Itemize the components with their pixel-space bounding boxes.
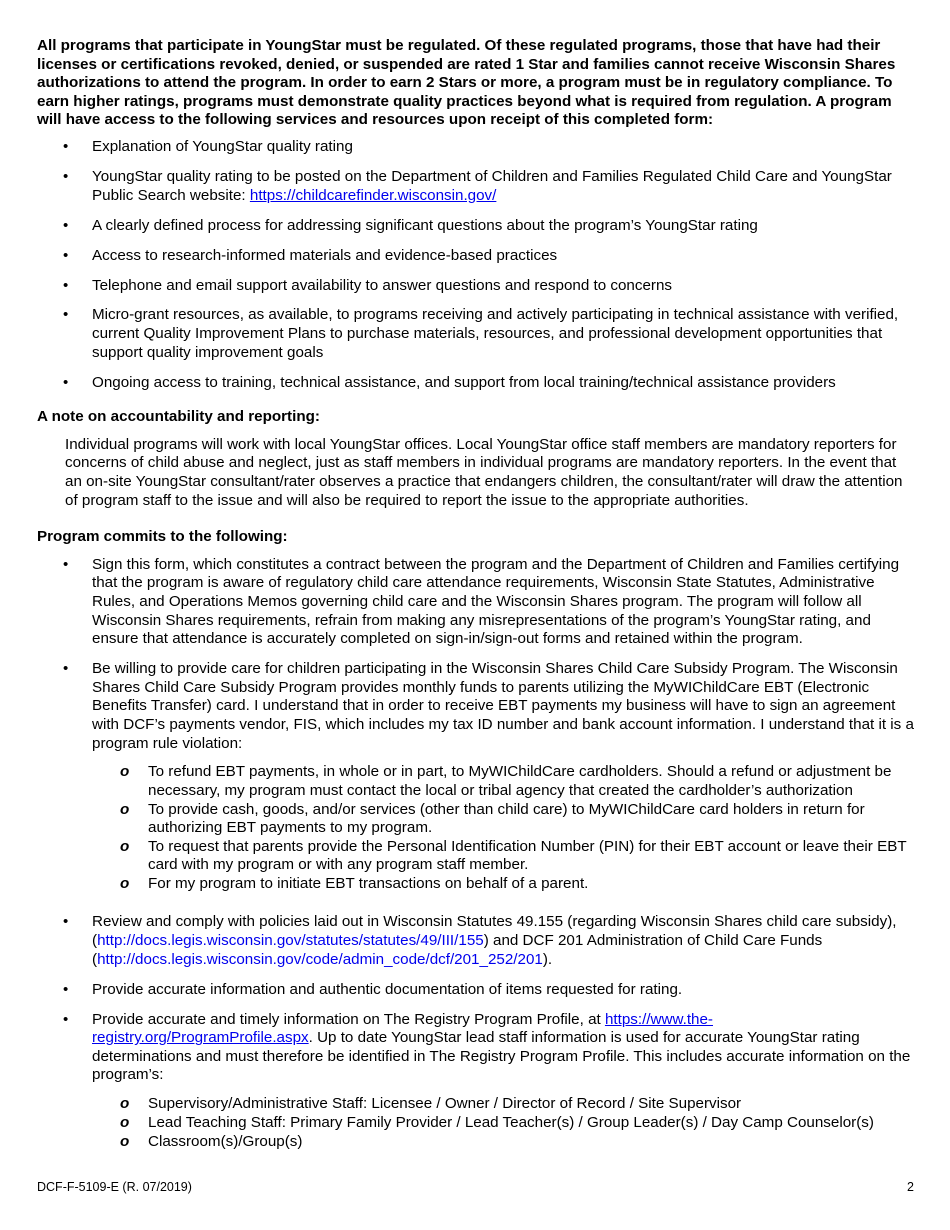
list-item-text: Provide accurate and timely information on The Registry Program Profile, at	[92, 1010, 605, 1028]
list-item	[37, 1011, 917, 1152]
intro-paragraph: All programs that participate in YoungStar must be regulated. Of these regulated programs, those that have had their licenses or certifications revoked, denied, or suspended are rated 1 Star and families cannot receive Wisconsin Shares authorizations to attend the program. In order to earn 2 Stars or more, a program must be in regulatory compliance. To earn higher ratings, programs must demonstrate quality practices beyond what is required from regulation. A program will have access to the following services and resources upon receipt of this completed form:	[37, 37, 896, 129]
commits-list	[37, 556, 917, 1151]
list-item: • Telephone and email support availability to answer questions and respond to concerns	[37, 277, 917, 296]
page-number: 2	[907, 1180, 914, 1194]
list-item: • Micro-grant resources, as available, to programs receiving and actively participating in technical assistance with verified, current Quality Improvement Plans to purchase materials, resources, and professional development opportunities that support quality improvement goals	[37, 306, 917, 362]
sub-list-item: o Lead Teaching Staff: Primary Family Provider / Lead Teacher(s) / Group Leader(s) / Day Camp Counselor(s)	[92, 1114, 917, 1133]
sub-list-item: o Classroom(s)/Group(s)	[92, 1133, 917, 1152]
commits-heading: Program commits to the following:	[37, 528, 288, 546]
list-item-text: YoungStar quality rating to be posted on the Department of Children and Families Regulated Child Care and YoungStar Public Search website:	[92, 167, 892, 204]
list-item-text: . Up to date YoungStar lead staff information is used for accurate YoungStar rating determinations and must therefore be identified in The Registry Program Profile. This includes accurate information on the program’s:	[92, 1029, 911, 1084]
sub-list-item: o To provide cash, goods, and/or services (other than child care) to MyWIChildCare card holders in return for authorizing EBT payments to my program.	[92, 801, 917, 838]
ebt-violations-list	[92, 763, 917, 894]
services-list	[37, 138, 917, 392]
list-item	[37, 660, 917, 902]
list-item-text: Be willing to provide care for children participating in the Wisconsin Shares Child Care Subsidy Program. The Wisconsin Shares Child Care Subsidy Program provides monthly funds to parents utilizing the MyWIChildCare EBT (Electronic Benefits Transfer) card. I understand that in order to receive EBT payments my business will have to sign an agreement with DCF’s payments vendor, FIS, which includes my tax ID number and bank account information. I understand that it is a program rule violation:	[92, 660, 914, 752]
list-item-text: ).	[542, 950, 553, 968]
list-item	[37, 913, 917, 969]
registry-profile-link[interactable]: https://www.the-registry.org/ProgramProfile.aspx	[92, 1010, 713, 1047]
page-footer	[37, 1178, 914, 1197]
list-item: • Explanation of YoungStar quality rating	[37, 138, 917, 157]
accountability-heading: A note on accountability and reporting:	[37, 408, 320, 426]
sub-list-item: o To refund EBT payments, in whole or in part, to MyWIChildCare cardholders. Should a refund or adjustment be necessary, my program must contact the local or tribal agency that created the cardholder’s authorization	[92, 763, 917, 800]
admin-code-link[interactable]: http://docs.legis.wisconsin.gov/code/admin_code/dcf/201_252/201	[97, 950, 543, 968]
document-page	[37, 37, 917, 1163]
registry-info-list	[92, 1095, 917, 1151]
accountability-paragraph: Individual programs will work with local YoungStar offices. Local YoungStar office staff members are mandatory reporters for concerns of child abuse and neglect, just as staff members in individual programs are mandatory reporters. In the event that an on-site YoungStar consultant/rater observes a practice that endangers children, the consultant/rater will draw the attention of program staff to the issue and will also be required to report the issue to the appropriate authorities.	[65, 435, 903, 509]
childcarefinder-link[interactable]: https://childcarefinder.wisconsin.gov/	[249, 186, 497, 204]
form-id: DCF-F-5109-E (R. 07/2019)	[37, 1180, 192, 1194]
list-item: • Access to research-informed materials and evidence-based practices	[37, 247, 917, 266]
list-item: • Sign this form, which constitutes a contract between the program and the Department of Children and Families certifying that the program is aware of regulatory child care attendance requirements, Wisconsin State Statutes, Administrative Rules, and Operations Memos governing child care and the Wisconsin Shares program. The program will follow all Wisconsin Shares requirements, refrain from making any misrepresentations of the program’s YoungStar rating, and ensure that attendance is accurately completed on sign-in/sign-out forms and retained within the program.	[37, 556, 917, 649]
sub-list-item: o For my program to initiate EBT transactions on behalf of a parent.	[92, 875, 917, 894]
statute-link[interactable]: http://docs.legis.wisconsin.gov/statutes/statutes/49/III/155	[97, 932, 484, 950]
list-item-text: Review and comply with policies laid out in Wisconsin Statutes 49.155 (regarding Wisconsin Shares child care subsidy), (	[92, 913, 897, 950]
list-item	[37, 168, 917, 205]
list-item-text: ) and DCF 201 Administration of Child Care Funds (	[92, 932, 823, 968]
list-item: • A clearly defined process for addressing significant questions about the program’s YoungStar rating	[37, 217, 917, 236]
list-item: • Ongoing access to training, technical assistance, and support from local training/technical assistance providers	[37, 374, 917, 393]
sub-list-item: o To request that parents provide the Personal Identification Number (PIN) for their EBT account or leave their EBT card with my program or with any program staff member.	[92, 838, 917, 875]
sub-list-item: o Supervisory/Administrative Staff: Licensee / Owner / Director of Record / Site Supervisor	[92, 1095, 917, 1114]
list-item: • Provide accurate information and authentic documentation of items requested for rating.	[37, 981, 917, 1000]
